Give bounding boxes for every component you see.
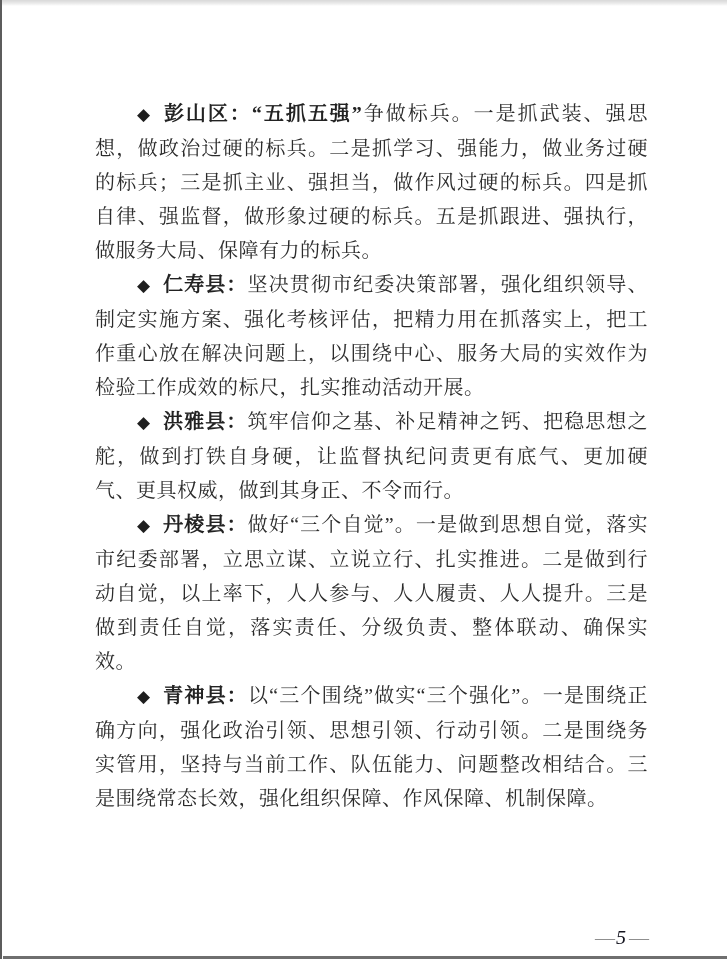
county-name: 丹棱县： (163, 514, 248, 536)
scan-edge-top (0, 0, 727, 6)
diamond-bullet-icon: ◆ (137, 516, 152, 535)
diamond-bullet-icon: ◆ (137, 105, 153, 124)
paragraph-text: 做好“三个自觉”。一是做到思想自觉，落实市纪委部署，立思立谋、立说立行、扎实推进。二是做到行动自觉，以上率下，人人参与、人人履责、人人提升。三是做到责任自觉，落实责任、分级负责、整体联动、确保实效。 (95, 514, 649, 673)
page-footer (595, 928, 647, 948)
page-number: 5 (616, 927, 626, 949)
paragraph-text: 筑牢信仰之基、补足精神之钙、把稳思想之舵，做到打铁自身硬，让监督执纪问责更有底气、更加硬气、更具权威，做到其身正、不令而行。 (95, 411, 649, 502)
paragraph-text: 坚决贯彻市纪委决策部署，强化组织领导、制定实施方案、强化考核评估，把精力用在抓落实上，把工作重心放在解决问题上，以围绕中心、服务大局的实效作为检验工作成效的标尺，扎实推动活动开展。 (95, 274, 649, 399)
footer-dash-right: — (629, 927, 647, 949)
paragraph-text: 以“三个围绕”做实“三个强化”。一是围绕正确方向，强化政治引领、思想引领、行动引领。二是围绕务实管用，坚持与当前工作、队伍能力、问题整改相结合。三是围绕常态长效，强化组织保障、作风保障、机制保障。 (95, 685, 649, 810)
diamond-bullet-icon: ◆ (137, 413, 152, 432)
paragraph-danling (95, 508, 648, 679)
diamond-bullet-icon: ◆ (137, 276, 152, 295)
diamond-bullet-icon: ◆ (137, 687, 152, 706)
county-name: 彭山区： (163, 103, 252, 125)
scan-edge-left (0, 0, 2, 959)
paragraph-text: 争做标兵。一是抓武装、强思想，做政治过硬的标兵。二是抓学习、强能力，做业务过硬的标兵；三是抓主业、强担当，做作风过硬的标兵。四是抓自律、强监督，做形象过硬的标兵。五是抓跟进、强执行，做服务大局、保障有力的标兵。 (95, 103, 649, 262)
paragraph-renshou (95, 268, 648, 405)
paragraph-qingshen (95, 679, 648, 816)
paragraph-hongya (95, 405, 648, 508)
document-body (95, 97, 648, 816)
emphasis-phrase: “五抓五强” (251, 103, 363, 125)
county-name: 洪雅县： (163, 411, 248, 433)
footer-dash-left: — (595, 927, 613, 949)
county-name: 青神县： (163, 685, 248, 707)
county-name: 仁寿县： (163, 274, 248, 296)
paragraph-pengshan (95, 97, 648, 268)
